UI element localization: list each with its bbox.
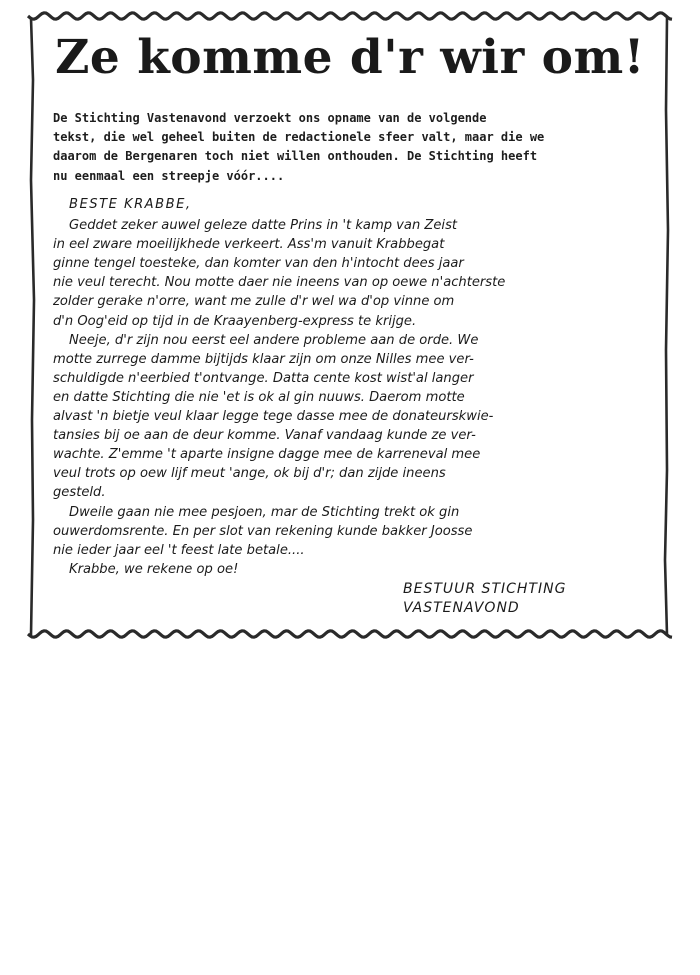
- letter-line: d'n Oog'eid op tijd in de Kraayenberg-express te krijge.: [53, 313, 417, 329]
- letter-line: nie ieder jaar eel 't feest late betale....: [53, 542, 305, 558]
- signature-line: VASTENAVOND: [403, 600, 520, 616]
- salutation: BESTE KRABBE,: [69, 197, 192, 212]
- letter-line: Neeje, d'r zijn nou eerst eel andere probleme aan de orde. We: [69, 332, 479, 348]
- letter-line: Geddet zeker auwel geleze datte Prins in 't kamp van Zeist: [69, 218, 458, 234]
- closing-line: Krabbe, we rekene op oe!: [69, 561, 239, 577]
- bottom-wavy-border: [0, 620, 700, 648]
- intro-line: tekst, die wel geheel buiten de redactionele sfeer valt, maar die we: [53, 130, 545, 145]
- letter-line: ginne tengel toesteke, dan komter van den h'intocht dees jaar: [53, 256, 464, 272]
- letter-line: tansies bij oe aan de deur komme. Vanaf vandaag kunde ze ver-: [53, 428, 476, 444]
- letter-line: nie veul terecht. Nou motte daer nie ineens van op oewe n'achterste: [53, 275, 506, 291]
- signature-line: BESTUUR STICHTING: [403, 581, 567, 597]
- headline: Ze komme d'r wir om!: [55, 30, 645, 85]
- intro-line: nu eenmaal een streepje vóór....: [53, 168, 285, 183]
- letter-line: en datte Stichting die nie 'et is ok al gin nuuws. Daerom motte: [53, 389, 465, 405]
- letter-line: schuldigde n'eerbied t'ontvange. Datta cente kost wist'al langer: [53, 370, 474, 386]
- letter-line: zolder gerake n'orre, want me zulle d'r wel wa d'op vinne om: [53, 294, 455, 310]
- letter-line: motte zurrege damme bijtijds klaar zijn om onze Nilles mee ver-: [53, 351, 474, 367]
- letter-line: gesteld.: [53, 485, 106, 501]
- letter-line: ouwerdomsrente. En per slot van rekening kunde bakker Joosse: [53, 523, 473, 539]
- letter-line: wachte. Z'emme 't aparte insigne dagge mee de karreneval mee: [53, 447, 481, 463]
- letter-body: [53, 195, 663, 579]
- signature: [403, 580, 653, 618]
- letter-line: alvast 'n bietje veul klaar legge tege dasse mee de donateurskwie-: [53, 409, 494, 425]
- intro-line: daarom de Bergenaren toch niet willen onthouden. De Stichting heeft: [53, 149, 538, 164]
- letter-line: Dweile gaan nie mee pesjoen, mar de Stichting trekt ok gin: [69, 504, 460, 520]
- letter-line: veul trots op oew lijf meut 'ange, ok bij d'r; dan zijde ineens: [53, 466, 446, 482]
- intro-line: De Stichting Vastenavond verzoekt ons opname van de volgende: [53, 111, 487, 125]
- letter-line: in eel zware moeilijkhede verkeert. Ass'm vanuit Krabbegat: [53, 237, 445, 253]
- intro-paragraph: [53, 109, 658, 186]
